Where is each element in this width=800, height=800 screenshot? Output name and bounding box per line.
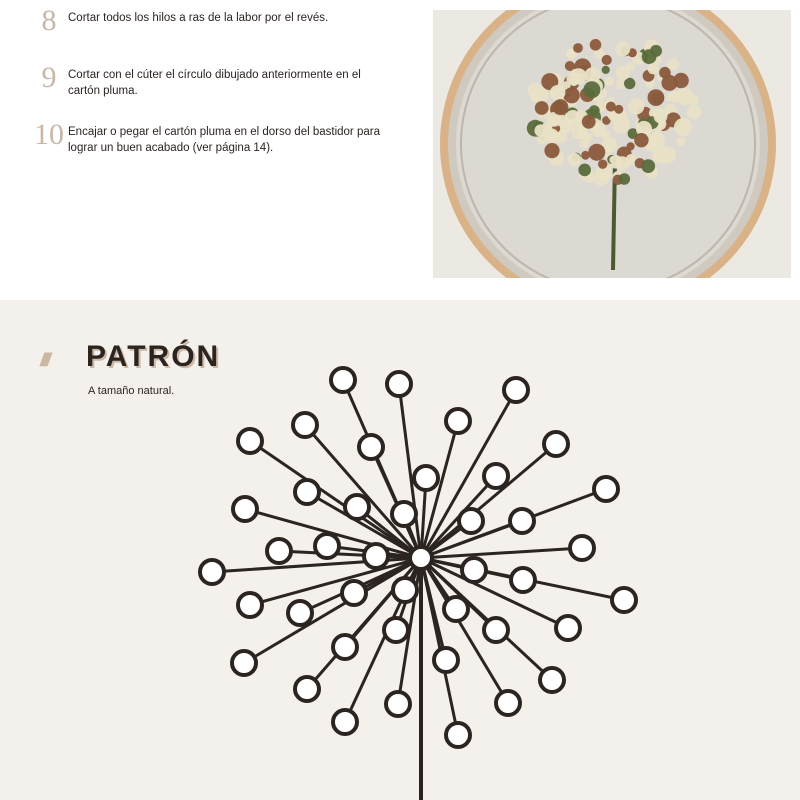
embroidery-stitch: [572, 125, 586, 139]
embroidery-stitch: [615, 66, 630, 81]
embroidery-stitch: [578, 164, 591, 177]
pattern-seed-circle: [434, 648, 458, 672]
pattern-seed-circle: [238, 593, 262, 617]
embroidery-stitch: [544, 143, 559, 158]
pattern-ray: [212, 558, 421, 572]
embroidery-stitch: [593, 171, 607, 185]
embroidery-stitch: [582, 115, 596, 129]
pattern-seed-circle: [387, 372, 411, 396]
step-text: Cortar con el cúter el círculo dibujado anteriormente en el cartón pluma.: [68, 69, 361, 97]
embroidery-stitch: [590, 39, 602, 51]
pattern-seed-circle: [342, 581, 366, 605]
page-title: PATRÓN: [86, 340, 221, 373]
embroidery-hoop-photo: [433, 10, 791, 278]
step-number: 8: [41, 4, 57, 37]
pattern-seed-circle: [462, 558, 486, 582]
pattern-center: [410, 547, 432, 569]
pattern-seed-circle: [544, 432, 568, 456]
embroidery-stitch: [659, 67, 671, 79]
embroidery-stitch: [602, 66, 610, 74]
pattern-seed-circle: [238, 429, 262, 453]
embroidery-stitch: [581, 151, 590, 160]
pattern-seed-circle: [333, 635, 357, 659]
embroidery-stitch: [564, 87, 580, 103]
embroidery-stitch: [602, 55, 612, 65]
embroidery-stitch: [601, 130, 610, 139]
embroidery-stitch: [606, 102, 616, 112]
pattern-seed-circle: [484, 618, 508, 642]
decorative-slashes: ////: [40, 350, 49, 370]
embroidery-stitch: [550, 85, 566, 101]
pattern-seed-circle: [446, 409, 470, 433]
step-number: 9: [41, 61, 57, 94]
embroidery-stitch: [530, 93, 539, 102]
pattern-subtitle: A tamaño natural.: [88, 385, 175, 397]
embroidery-stitch: [609, 156, 618, 165]
embroidery-stitch: [552, 99, 568, 115]
hoop-illustration: [433, 10, 791, 278]
pattern-seed-circle: [232, 651, 256, 675]
pattern-seed-circle: [510, 509, 534, 533]
embroidery-stitch: [641, 159, 655, 173]
embroidery-stitch: [674, 118, 692, 136]
pattern-seed-circle: [556, 616, 580, 640]
step-text: Cortar todos los hilos a ras de la labor por el revés.: [68, 12, 329, 24]
pattern-seed-circle: [359, 435, 383, 459]
embroidery-stitch: [535, 101, 549, 115]
pattern-seed-circle: [331, 368, 355, 392]
pattern-seed-circle: [295, 677, 319, 701]
embroidery-stitch: [615, 42, 630, 57]
pattern-seed-circle: [446, 723, 470, 747]
embroidery-stitch: [568, 153, 582, 167]
embroidery-stitch: [619, 173, 631, 185]
instructions-section: [0, 0, 800, 300]
pattern-seed-circle: [288, 601, 312, 625]
pattern-seed-circle: [315, 534, 339, 558]
pattern-seed-circle: [200, 560, 224, 584]
step-text: Encajar o pegar el cartón pluma en el dorso del bastidor para lograr un buen acabado (ver página 14).: [68, 126, 380, 154]
pattern-seed-circle: [511, 568, 535, 592]
pattern-seed-circle: [484, 464, 508, 488]
pattern-seed-circle: [384, 618, 408, 642]
embroidery-stitch: [688, 95, 699, 106]
pattern-seed-circle: [594, 477, 618, 501]
pattern-seed-circle: [333, 710, 357, 734]
pattern-seed-circle: [570, 536, 594, 560]
pattern-seed-circle: [233, 497, 257, 521]
embroidery-stitch: [565, 61, 575, 71]
embroidery-stitch: [570, 68, 586, 84]
pattern-seed-circle: [293, 413, 317, 437]
pattern-seed-circle: [345, 495, 369, 519]
embroidery-stitch: [585, 67, 601, 83]
embroidery-stitch: [598, 160, 607, 169]
embroidery-stitch: [687, 105, 701, 119]
embroidery-stitch: [588, 144, 605, 161]
embroidery-stitch: [648, 89, 665, 106]
embroidery-stitch: [537, 135, 547, 145]
step-number: 10: [34, 118, 64, 151]
embroidery-stitch: [648, 63, 659, 74]
embroidery-stitch: [616, 80, 626, 90]
pattern-seed-circle: [267, 539, 291, 563]
embroidery-stitch: [565, 110, 581, 126]
pattern-seed-circle: [496, 691, 520, 715]
pattern-seed-circle: [393, 578, 417, 602]
pattern-seed-circle: [444, 597, 468, 621]
embroidery-stitch: [668, 59, 680, 71]
pattern-seed-circle: [540, 668, 564, 692]
pattern-seed-circle: [295, 480, 319, 504]
embroidery-stitch: [627, 142, 635, 150]
embroidery-stitch: [650, 45, 662, 57]
pattern-seed-circle: [459, 509, 483, 533]
embroidery-stitch: [573, 43, 583, 53]
embroidery-stitch: [583, 81, 600, 98]
embroidery-stitch: [634, 133, 648, 147]
pattern-seed-circle: [612, 588, 636, 612]
embroidery-stitch: [654, 110, 668, 124]
dandelion-pattern: [0, 300, 800, 800]
pattern-seed-circle: [386, 692, 410, 716]
pattern-ray: [421, 444, 556, 558]
pattern-seed-circle: [414, 466, 438, 490]
pattern-seed-circle: [504, 378, 528, 402]
embroidery-stitch: [660, 147, 676, 163]
embroidery-stitch: [677, 137, 686, 146]
pattern-seed-circle: [364, 544, 388, 568]
embroidery-stitch: [628, 98, 644, 114]
pattern-seed-circle: [392, 502, 416, 526]
embroidery-stitch: [605, 77, 614, 86]
